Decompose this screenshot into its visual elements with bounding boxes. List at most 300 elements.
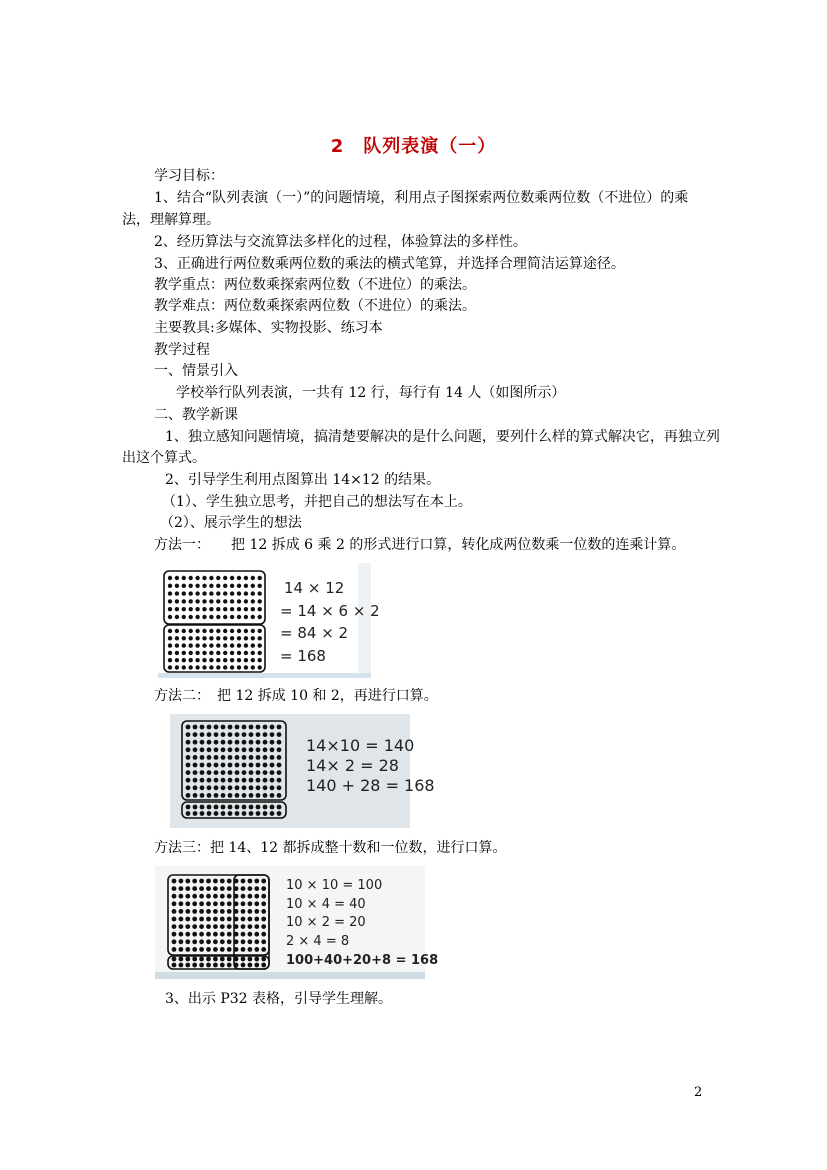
dot [221, 732, 226, 737]
fig1-line-1: 14 × 12 [284, 579, 345, 597]
dot [249, 778, 254, 783]
dot [182, 658, 186, 662]
dot [223, 615, 227, 619]
dot [195, 599, 199, 603]
dot [227, 947, 232, 952]
goal-2: 2、经历算法与交流算法多样化的过程，体验算法的多样性。 [154, 234, 527, 250]
dot [241, 894, 246, 899]
dot [270, 778, 275, 783]
dot [175, 643, 179, 647]
dot [195, 591, 199, 595]
dot [277, 755, 282, 760]
dot [254, 947, 259, 952]
dot [200, 732, 205, 737]
dot [251, 643, 255, 647]
dot [263, 811, 268, 816]
dot [263, 763, 268, 768]
dot [228, 740, 233, 745]
dot [235, 805, 240, 810]
dot [223, 584, 227, 588]
dot-array-top-half [164, 571, 265, 624]
teaching-difficulty: 教学难点：两位数乘探索两位数（不进位）的乘法。 [154, 298, 476, 314]
dot [186, 747, 191, 752]
dot [261, 909, 266, 914]
dot [248, 909, 253, 914]
dot [248, 963, 253, 968]
dot [230, 599, 234, 603]
dot [213, 932, 218, 937]
dot [207, 793, 212, 798]
dot [235, 763, 240, 768]
dot [249, 732, 254, 737]
dot [207, 725, 212, 730]
dot [248, 894, 253, 899]
dot [214, 725, 219, 730]
dot [244, 607, 248, 611]
dot [237, 643, 241, 647]
dot [249, 747, 254, 752]
dot [206, 924, 211, 929]
dot [241, 886, 246, 891]
dot [256, 785, 261, 790]
dot [200, 763, 205, 768]
dot [175, 584, 179, 588]
dot [251, 629, 255, 633]
dot [241, 879, 246, 884]
dot [216, 591, 220, 595]
fig3-line-5: 100+40+20+8 = 168 [286, 953, 439, 968]
dot [189, 636, 193, 640]
dot [209, 591, 213, 595]
dot [213, 917, 218, 922]
dot [249, 785, 254, 790]
dot [192, 947, 197, 952]
teaching-aids: 主要教具:多媒体、实物投影、练习本 [154, 320, 383, 336]
dot [261, 957, 266, 962]
dot [185, 939, 190, 944]
dot [216, 651, 220, 655]
dot [234, 947, 239, 952]
dot [242, 740, 247, 745]
dot [248, 924, 253, 929]
dot [277, 763, 282, 768]
dot [189, 607, 193, 611]
dot [256, 732, 261, 737]
dot [270, 805, 275, 810]
dot [258, 576, 262, 580]
dot [227, 932, 232, 937]
dot [221, 793, 226, 798]
dot [189, 665, 193, 669]
dot [186, 778, 191, 783]
dot [277, 811, 282, 816]
dot [175, 591, 179, 595]
dot [189, 576, 193, 580]
dot [206, 917, 211, 922]
dot [172, 909, 177, 914]
dot [189, 615, 193, 619]
fig2-line-3: 140 + 28 = 168 [306, 776, 435, 795]
dot [235, 770, 240, 775]
dot [230, 615, 234, 619]
dot [234, 879, 239, 884]
dot [175, 576, 179, 580]
dot [220, 932, 225, 937]
step-1-line-1: 1、独立感知问题情境，搞清楚要解决的是什么问题，要列什么样的算式解决它，再独立列 [165, 429, 720, 445]
dot [234, 957, 239, 962]
dot [179, 957, 184, 962]
dot-array-two-rows [182, 802, 286, 818]
dot [172, 924, 177, 929]
dot-array [172, 879, 267, 968]
dot [182, 643, 186, 647]
dot [256, 811, 261, 816]
dot [256, 763, 261, 768]
dot [270, 725, 275, 730]
dot [168, 615, 172, 619]
goal-1-line-1: 1、结合“队列表演（一）”的问题情境，利用点子图探索两位数乘两位数（不进位）的乘 [154, 190, 689, 206]
dot [241, 957, 246, 962]
dot [258, 615, 262, 619]
dot [277, 793, 282, 798]
dot [241, 909, 246, 914]
dot [192, 901, 197, 906]
dot [182, 615, 186, 619]
step-1-line-2: 出这个算式。 [122, 450, 206, 466]
dot [237, 636, 241, 640]
dot [202, 643, 206, 647]
dot [182, 599, 186, 603]
dot [221, 770, 226, 775]
step-2: 2、引导学生利用点图算出 14×12 的结果。 [165, 472, 441, 488]
dot [234, 924, 239, 929]
dot [216, 584, 220, 588]
dot [168, 629, 172, 633]
dot [220, 924, 225, 929]
dot [195, 576, 199, 580]
dot [223, 576, 227, 580]
dot [261, 932, 266, 937]
dot [195, 629, 199, 633]
dot [209, 658, 213, 662]
dot [175, 607, 179, 611]
dot [227, 957, 232, 962]
dot [206, 894, 211, 899]
dot [193, 725, 198, 730]
dot [237, 599, 241, 603]
dot-array-bottom-half [164, 625, 265, 672]
dot [227, 939, 232, 944]
dot [182, 584, 186, 588]
dot [195, 643, 199, 647]
dot [227, 901, 232, 906]
dot [227, 924, 232, 929]
dot [256, 755, 261, 760]
dot [249, 811, 254, 816]
dot [249, 740, 254, 745]
dot [237, 576, 241, 580]
dot [251, 599, 255, 603]
dot [207, 770, 212, 775]
scenario-text: 学校举行队列表演，一共有 12 行，每行有 14 人（如图所示） [176, 385, 566, 401]
dot [202, 576, 206, 580]
dot [179, 924, 184, 929]
dot-array-tens-block [168, 875, 269, 955]
dot [235, 740, 240, 745]
dot [270, 740, 275, 745]
dot [200, 785, 205, 790]
dot [244, 591, 248, 595]
dot [199, 957, 204, 962]
dot [209, 615, 213, 619]
dot [186, 805, 191, 810]
dot [192, 894, 197, 899]
dot [263, 755, 268, 760]
dot [261, 901, 266, 906]
dot [182, 665, 186, 669]
dot [242, 770, 247, 775]
dot [179, 932, 184, 937]
dot [256, 740, 261, 745]
dot [214, 763, 219, 768]
dot [270, 763, 275, 768]
dot [195, 615, 199, 619]
dot [193, 740, 198, 745]
dot [175, 658, 179, 662]
page-number: 2 [694, 1085, 703, 1100]
dot [242, 763, 247, 768]
dot [168, 636, 172, 640]
dot [277, 778, 282, 783]
dot [254, 932, 259, 937]
dot [235, 811, 240, 816]
dot [237, 651, 241, 655]
dot [214, 805, 219, 810]
dot [244, 584, 248, 588]
dot [195, 658, 199, 662]
dot [248, 939, 253, 944]
dot [175, 651, 179, 655]
dot [193, 811, 198, 816]
goal-3: 3、正确进行两位数乘两位数的乘法的横式笔算，并选择合理简洁运算途径。 [154, 256, 625, 272]
dot [244, 658, 248, 662]
dot [221, 747, 226, 752]
dot [209, 584, 213, 588]
dot [186, 725, 191, 730]
dot [220, 894, 225, 899]
dot [192, 932, 197, 937]
dot [214, 770, 219, 775]
dot [263, 778, 268, 783]
dot [254, 924, 259, 929]
dot [261, 879, 266, 884]
dot [235, 747, 240, 752]
dot [216, 599, 220, 603]
dot [249, 725, 254, 730]
dot [179, 901, 184, 906]
dot [230, 651, 234, 655]
dot [195, 636, 199, 640]
dot [242, 811, 247, 816]
dot [209, 643, 213, 647]
dot [249, 770, 254, 775]
dot [227, 917, 232, 922]
dot [189, 629, 193, 633]
dot [223, 665, 227, 669]
dot [179, 939, 184, 944]
dot [270, 785, 275, 790]
dot [214, 811, 219, 816]
dot [223, 636, 227, 640]
dot [235, 725, 240, 730]
dot [227, 879, 232, 884]
dot [202, 665, 206, 669]
dot [221, 785, 226, 790]
dot [221, 725, 226, 730]
dot [199, 879, 204, 884]
dot [234, 901, 239, 906]
dot [254, 886, 259, 891]
dot [228, 770, 233, 775]
dot [206, 901, 211, 906]
dot [277, 747, 282, 752]
dot [199, 963, 204, 968]
dot [242, 778, 247, 783]
dot [200, 740, 205, 745]
dot [263, 785, 268, 790]
dot [193, 770, 198, 775]
dot [199, 932, 204, 937]
dot [182, 636, 186, 640]
dot [228, 747, 233, 752]
dot [248, 917, 253, 922]
dot [185, 879, 190, 884]
dot [228, 763, 233, 768]
dot [228, 793, 233, 798]
dot [244, 629, 248, 633]
dot [193, 732, 198, 737]
dot [216, 576, 220, 580]
dot [214, 793, 219, 798]
dot [254, 957, 259, 962]
dot [185, 894, 190, 899]
dot [228, 778, 233, 783]
dot [206, 957, 211, 962]
dot [213, 886, 218, 891]
dot [200, 755, 205, 760]
dot [207, 785, 212, 790]
dot [199, 909, 204, 914]
dot [175, 636, 179, 640]
dot [258, 607, 262, 611]
dot [223, 658, 227, 662]
dot [214, 740, 219, 745]
dot [251, 576, 255, 580]
dot [168, 599, 172, 603]
dot [185, 957, 190, 962]
dot [186, 811, 191, 816]
dot [202, 658, 206, 662]
dot-array-ones-row [168, 956, 269, 969]
dot [168, 651, 172, 655]
dot [202, 584, 206, 588]
fig2-line-1: 14×10 = 140 [306, 736, 415, 755]
dot [244, 576, 248, 580]
dot [263, 740, 268, 745]
dot [199, 886, 204, 891]
dot [214, 747, 219, 752]
method-2-figure [170, 714, 435, 828]
method-3-text: 方法三：把 14、12 都拆成整十数和一位数，进行口算。 [154, 840, 507, 856]
dot [175, 615, 179, 619]
dot [230, 658, 234, 662]
dot [237, 591, 241, 595]
dot [234, 917, 239, 922]
dot [175, 665, 179, 669]
dot [230, 584, 234, 588]
dot [244, 615, 248, 619]
dot [192, 909, 197, 914]
dot [216, 658, 220, 662]
dot [256, 770, 261, 775]
dot [251, 584, 255, 588]
dot [202, 607, 206, 611]
section-2-heading: 二、教学新课 [154, 407, 238, 423]
dot [179, 917, 184, 922]
dot [277, 770, 282, 775]
dot [172, 932, 177, 937]
dot [192, 963, 197, 968]
dot [213, 957, 218, 962]
dot [182, 629, 186, 633]
dot [216, 629, 220, 633]
dot [258, 651, 262, 655]
dot [168, 643, 172, 647]
dot [209, 636, 213, 640]
dot [235, 778, 240, 783]
dot [209, 651, 213, 655]
dot [192, 924, 197, 929]
dot [206, 909, 211, 914]
dot [249, 763, 254, 768]
dot [192, 957, 197, 962]
dot [186, 793, 191, 798]
method-3-figure [155, 866, 439, 979]
dot [182, 651, 186, 655]
dot [172, 947, 177, 952]
page-title: 2 队列表演（一） [330, 136, 497, 157]
dot [200, 811, 205, 816]
dot [261, 894, 266, 899]
dot [200, 725, 205, 730]
dot [214, 755, 219, 760]
dot [251, 665, 255, 669]
dot [185, 901, 190, 906]
dot [206, 947, 211, 952]
dot [179, 894, 184, 899]
dot [213, 947, 218, 952]
dot [244, 651, 248, 655]
dot [189, 643, 193, 647]
dot [254, 909, 259, 914]
dot [209, 629, 213, 633]
dot [223, 591, 227, 595]
dot [220, 901, 225, 906]
dot [179, 879, 184, 884]
dot [244, 665, 248, 669]
dot [230, 636, 234, 640]
dot [237, 607, 241, 611]
